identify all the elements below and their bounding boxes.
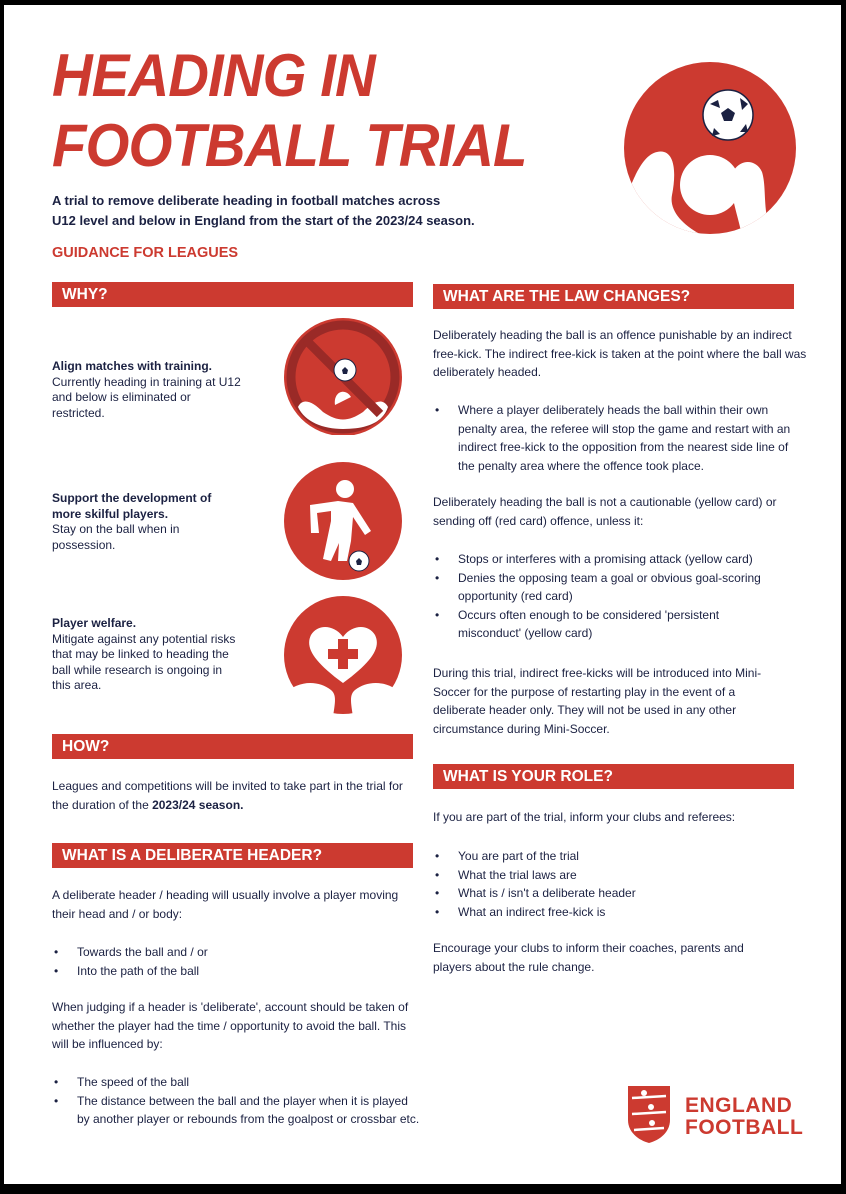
law-changes-heading: WHAT ARE THE LAW CHANGES?	[433, 284, 794, 309]
deliberate-header-heading: WHAT IS A DELIBERATE HEADER?	[52, 843, 413, 868]
list-item: • The distance between the ball and the player when it is played by another player or rebounds from the goalpost or crossbar etc.	[52, 1092, 422, 1129]
law-changes-cards-intro: Deliberately heading the ball is not a cautionable (yellow card) or sending off (red card) offence, unless it:	[433, 495, 777, 528]
how-text	[52, 777, 422, 814]
list-item: • What is / isn't a deliberate header	[433, 884, 803, 903]
intro-line-1: A trial to remove deliberate heading in football matches across	[52, 193, 441, 208]
list-item: • Stops or interferes with a promising attack (yellow card)	[433, 550, 778, 569]
law-changes-intro: Deliberately heading the ball is an offence punishable by an indirect free-kick. The indirect free-kick is taken at the point where the ball was deliberately headed.	[433, 328, 807, 379]
role-outro: Encourage your clubs to inform their coaches, parents and players about the rule change.	[433, 941, 744, 974]
list-item: • Towards the ball and / or	[52, 943, 422, 962]
england-football-logo	[626, 1084, 804, 1146]
list-item: • You are part of the trial	[433, 847, 803, 866]
deliberate-intro: A deliberate header / heading will usually involve a player moving their head and / or body:	[52, 888, 399, 921]
why-item-development	[52, 491, 242, 553]
intro-text	[52, 191, 492, 231]
title-line-1: HEADING IN	[52, 42, 375, 109]
why-item-body: Currently heading in training at U12 and below is eliminated or restricted.	[52, 374, 241, 420]
logo-text-line-2: FOOTBALL	[685, 1116, 804, 1139]
why-item-title: Support the development of more skilful players.	[52, 491, 212, 521]
three-lions-crest-icon	[626, 1084, 672, 1144]
how-text-season: 2023/24 season.	[152, 797, 244, 812]
role-bullets	[433, 847, 803, 921]
player-dribbling-icon	[283, 461, 403, 581]
title-line-2: FOOTBALL TRIAL	[52, 112, 527, 179]
role-intro: If you are part of the trial, inform your clubs and referees:	[433, 810, 736, 824]
law-changes-mini-soccer: During this trial, indirect free-kicks will be introduced into Mini-Soccer for the purpose of restarting play in the event of a deliberate header only. They will not be used in any other circumstance during Mini-Soccer.	[433, 666, 762, 736]
heart-welfare-icon	[283, 595, 403, 717]
list-item: • Into the path of the ball	[52, 962, 422, 981]
list-item: • What an indirect free-kick is	[433, 903, 803, 922]
deliberate-bullets	[52, 943, 422, 980]
list-item: • What the trial laws are	[433, 866, 803, 885]
list-item: • The speed of the ball	[52, 1073, 422, 1092]
how-text-body: Leagues and competitions will be invited to take part in the trial for the duration of the	[52, 779, 403, 812]
law-changes-penalty	[433, 401, 803, 475]
document-page	[4, 5, 841, 1184]
list-item: • Occurs often enough to be considered 'persistent misconduct' (yellow card)	[433, 606, 778, 643]
how-heading: HOW?	[52, 734, 413, 759]
why-item-title: Align matches with training.	[52, 359, 213, 373]
no-heading-icon	[283, 317, 403, 439]
why-item-body: Mitigate against any potential risks that may be linked to heading the ball while research is ongoing in this area.	[52, 631, 236, 692]
role-heading: WHAT IS YOUR ROLE?	[433, 764, 794, 789]
list-item: • Denies the opposing team a goal or obvious goal-scoring opportunity (red card)	[433, 569, 778, 606]
why-item-align	[52, 359, 242, 421]
guidance-heading: GUIDANCE FOR LEAGUES	[52, 245, 239, 261]
why-item-body: Stay on the ball when in possession.	[52, 522, 180, 552]
law-changes-cards-bullets	[433, 550, 778, 643]
deliberate-factors	[52, 1073, 422, 1129]
why-item-welfare	[52, 616, 242, 694]
heading-ball-icon	[622, 60, 798, 236]
why-item-title: Player welfare.	[52, 616, 137, 630]
deliberate-judging: When judging if a header is 'deliberate', account should be taken of whether the player had the time / opportunity to avoid the ball. This will be influenced by:	[52, 1000, 409, 1051]
why-heading: WHY?	[52, 282, 413, 307]
logo-text-line-1: ENGLAND	[685, 1094, 793, 1117]
list-item: • Where a player deliberately heads the ball within their own penalty area, the referee will stop the game and restart with an indirect free-kick to the opposition from the nearest side line of the penalty area where the offence took place.	[433, 401, 803, 475]
intro-line-2: U12 level and below in England from the start of the 2023/24 season.	[52, 213, 475, 228]
